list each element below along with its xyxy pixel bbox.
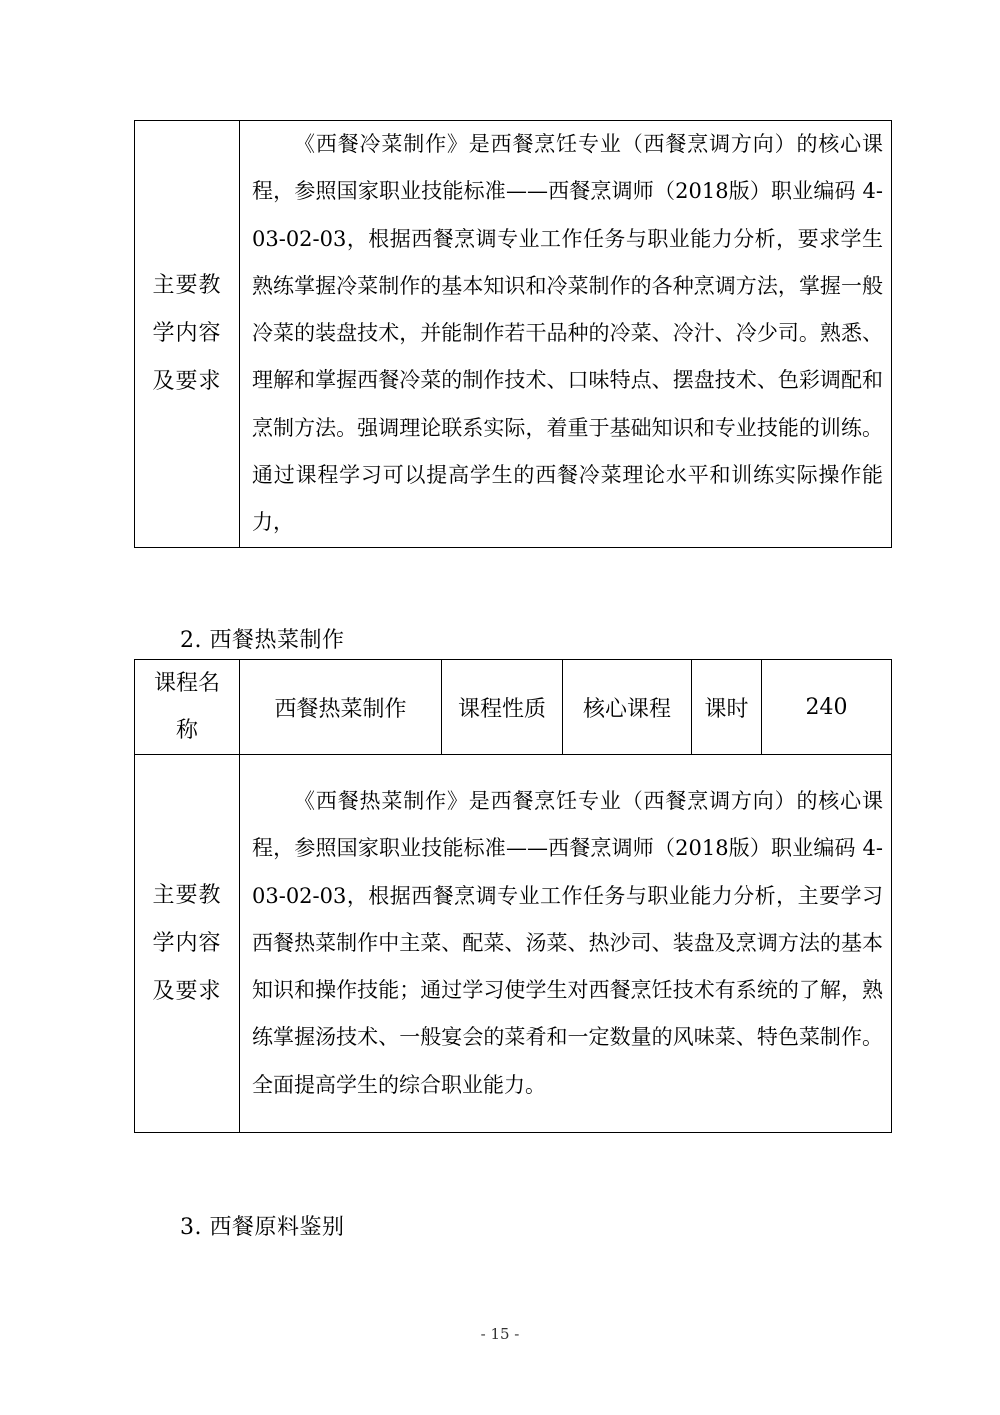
course-name-value: 西餐热菜制作 — [240, 660, 442, 755]
course-nature-value: 核心课程 — [563, 660, 692, 755]
course-nature-label: 课程性质 — [442, 660, 563, 755]
course-hours-label: 课时 — [692, 660, 762, 755]
course-name-label — [135, 660, 240, 755]
label-line: 学内容 — [152, 930, 222, 956]
page-number: - 15 - — [480, 1325, 520, 1343]
teaching-content-text: 《西餐冷菜制作》是西餐烹饪专业（西餐烹调方向）的核心课程，参照国家职业技能标准——西餐烹调师（2018版）职业编码 4-03-02-03，根据西餐烹调专业工作任务与职业能力分析，要求学生熟练掌握冷菜制作的基本知识和冷菜制作的各种烹调方法，掌握一般冷菜的装盘技术，并能制作若干品种的冷菜、冷汁、冷少司。熟悉、理解和掌握西餐冷菜的制作技术、口味特点、摆盘技术、色彩调配和烹制方法。强调理论联系实际，着重于基础知识和专业技能的训练。通过课程学习可以提高学生的西餐冷菜理论水平和训练实际操作能力， — [240, 121, 892, 548]
label-line: 学内容 — [152, 320, 222, 346]
teaching-content-label — [135, 755, 240, 1133]
course-hours-value: 240 — [762, 660, 892, 755]
teaching-content-label — [135, 121, 240, 548]
course-table-hot-dishes — [134, 659, 892, 1133]
section-heading-ingredients: 3. 西餐原料鉴别 — [180, 1215, 345, 1240]
section-heading-hot-dishes: 2. 西餐热菜制作 — [180, 628, 345, 653]
course-table-cold-dishes — [134, 120, 892, 548]
label-line: 主要教 — [152, 882, 222, 908]
label-line: 及要求 — [152, 368, 222, 394]
label-line: 课程名 — [153, 671, 220, 696]
label-line: 及要求 — [152, 978, 222, 1004]
label-line: 主要教 — [152, 272, 222, 298]
teaching-content-text: 《西餐热菜制作》是西餐烹饪专业（西餐烹调方向）的核心课程，参照国家职业技能标准——西餐烹调师（2018版）职业编码 4-03-02-03，根据西餐烹调专业工作任务与职业能力分析，主要学习西餐热菜制作中主菜、配菜、汤菜、热沙司、装盘及烹调方法的基本知识和操作技能；通过学习使学生对西餐烹饪技术有系统的了解，熟练掌握汤技术、一般宴会的菜肴和一定数量的风味菜、特色菜制作。全面提高学生的综合职业能力。 — [240, 755, 892, 1133]
label-line: 称 — [175, 718, 198, 743]
